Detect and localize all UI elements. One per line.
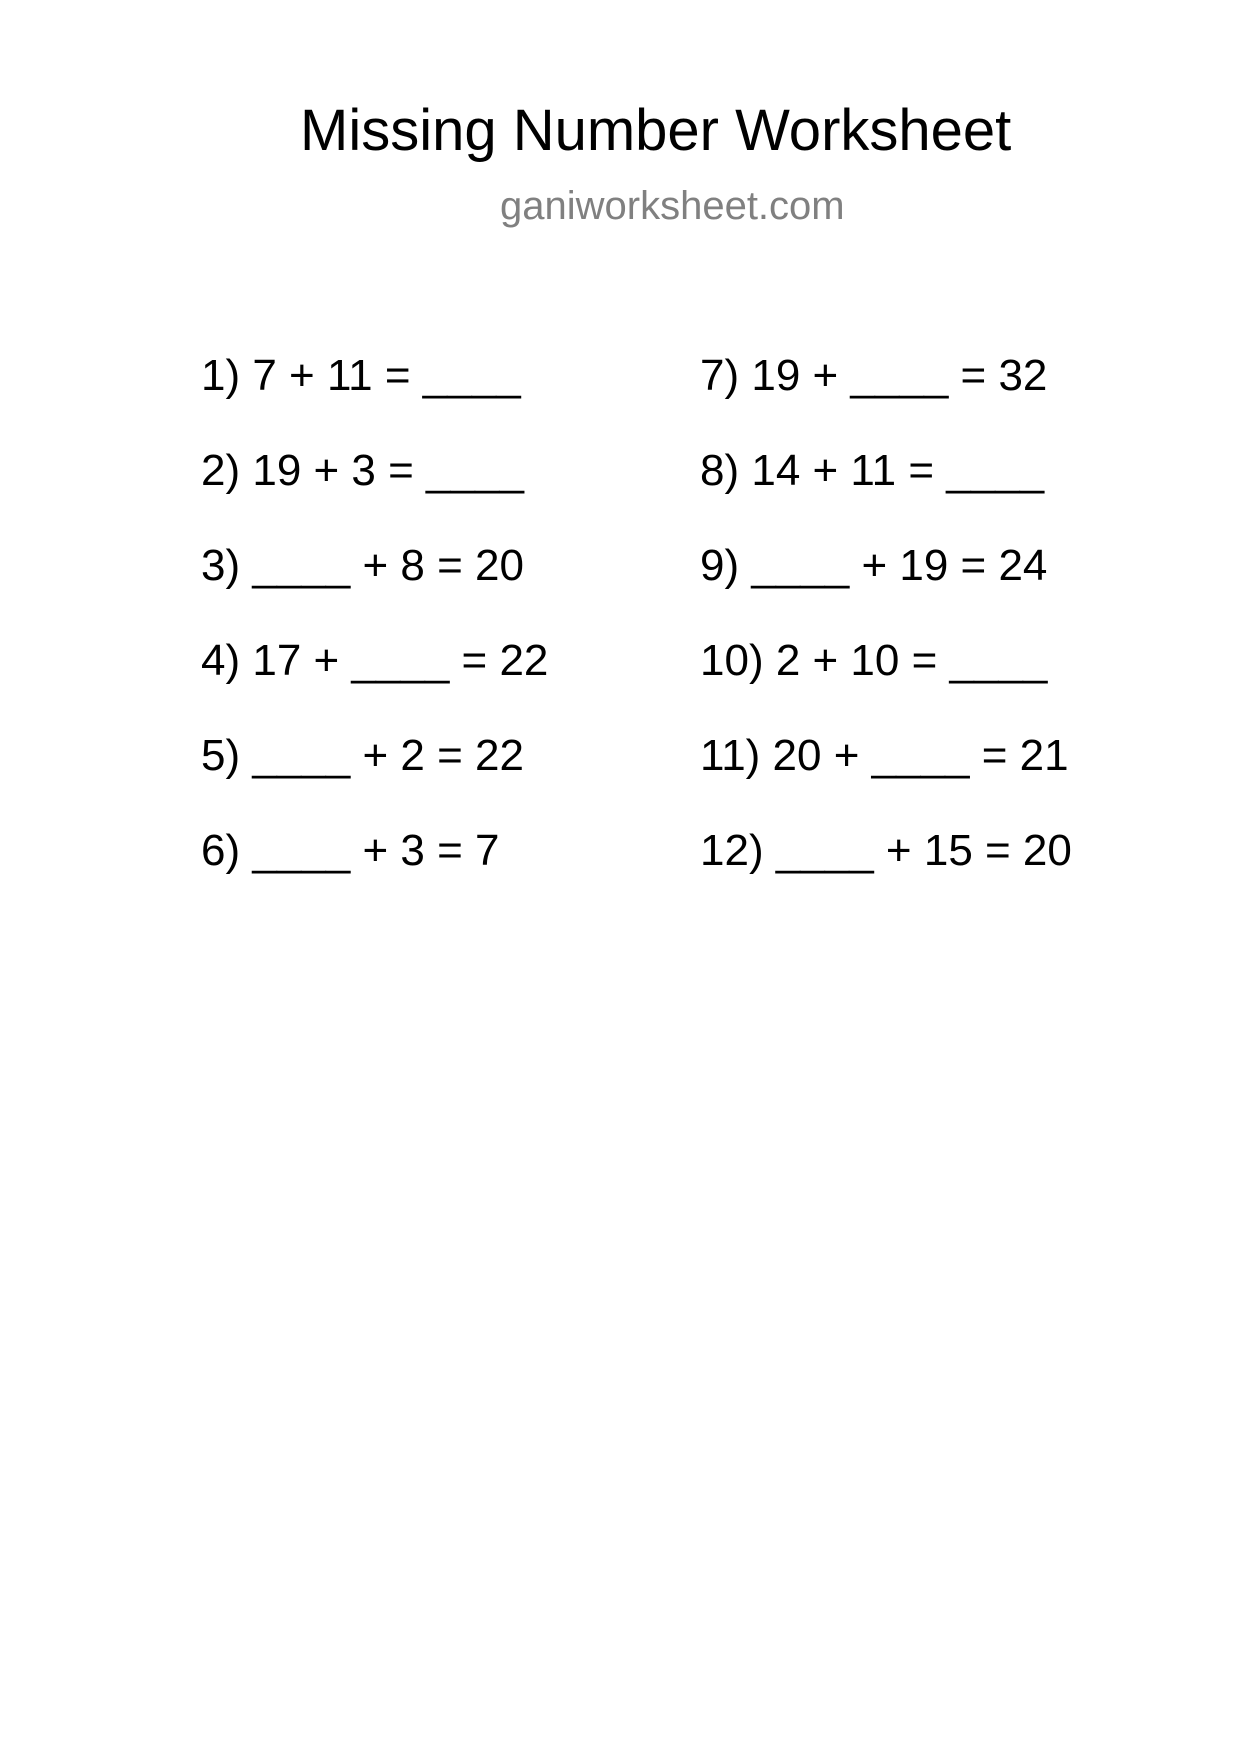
problem-7: 7) 19 + ____ = 32 [700,351,1048,400]
problem-9: 9) ____ + 19 = 24 [700,541,1048,590]
problem-11: 11) 20 + ____ = 21 [700,731,1069,780]
website-subtitle: ganiworksheet.com [500,184,845,228]
problem-6: 6) ____ + 3 = 7 [201,826,500,875]
problem-12: 12) ____ + 15 = 20 [700,826,1072,875]
problem-1: 1) 7 + 11 = ____ [201,351,521,400]
problem-2: 2) 19 + 3 = ____ [201,446,524,495]
problem-10: 10) 2 + 10 = ____ [700,636,1048,685]
worksheet-title: Missing Number Worksheet [300,98,1012,163]
problem-5: 5) ____ + 2 = 22 [201,731,524,780]
problem-4: 4) 17 + ____ = 22 [201,636,549,685]
problem-3: 3) ____ + 8 = 20 [201,541,524,590]
problem-8: 8) 14 + 11 = ____ [700,446,1045,495]
